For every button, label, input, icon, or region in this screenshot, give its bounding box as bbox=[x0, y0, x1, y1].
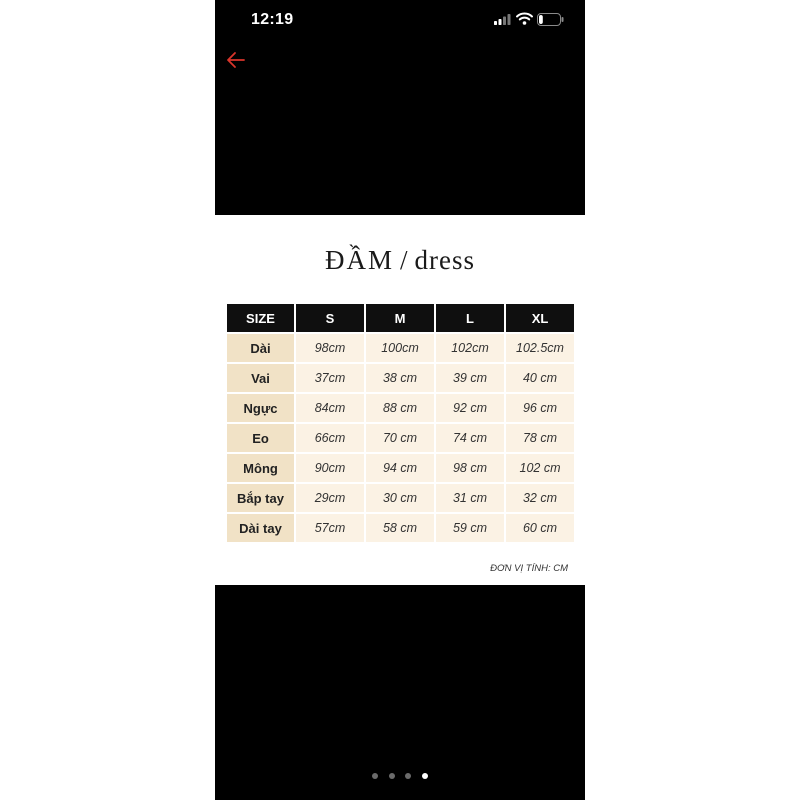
cell-value: 30 cm bbox=[366, 484, 434, 512]
cell-value: 100cm bbox=[366, 334, 434, 362]
header-l: L bbox=[436, 304, 504, 332]
page-dot[interactable] bbox=[422, 773, 428, 779]
header-size: SIZE bbox=[227, 304, 294, 332]
cell-value: 96 cm bbox=[506, 394, 574, 422]
cell-value: 102cm bbox=[436, 334, 504, 362]
back-arrow-icon[interactable] bbox=[223, 46, 251, 74]
cell-value: 40 cm bbox=[506, 364, 574, 392]
cell-value: 39 cm bbox=[436, 364, 504, 392]
cell-value: 37cm bbox=[296, 364, 364, 392]
phone-screen bbox=[215, 0, 585, 800]
size-chart-image bbox=[215, 215, 585, 585]
row-label: Bắp tay bbox=[227, 484, 294, 512]
cell-value: 70 cm bbox=[366, 424, 434, 452]
cell-value: 78 cm bbox=[506, 424, 574, 452]
status-bar bbox=[215, 0, 585, 40]
cell-value: 59 cm bbox=[436, 514, 504, 542]
cell-value: 94 cm bbox=[366, 454, 434, 482]
table-row bbox=[227, 364, 574, 392]
title-sub: dress bbox=[414, 245, 476, 275]
cell-value: 31 cm bbox=[436, 484, 504, 512]
page-dot[interactable] bbox=[405, 773, 411, 779]
title-main: ĐẦM bbox=[324, 245, 394, 275]
status-time: 12:19 bbox=[251, 11, 294, 28]
cell-value: 58 cm bbox=[366, 514, 434, 542]
cell-value: 102 cm bbox=[506, 454, 574, 482]
table-row bbox=[227, 334, 574, 362]
table-row bbox=[227, 424, 574, 452]
table-header-row bbox=[227, 304, 574, 332]
cell-value: 29cm bbox=[296, 484, 364, 512]
size-chart-title bbox=[215, 245, 585, 276]
cell-value: 98cm bbox=[296, 334, 364, 362]
cell-value: 74 cm bbox=[436, 424, 504, 452]
cell-value: 57cm bbox=[296, 514, 364, 542]
row-label: Eo bbox=[227, 424, 294, 452]
table-row bbox=[227, 394, 574, 422]
header-s: S bbox=[296, 304, 364, 332]
cell-value: 90cm bbox=[296, 454, 364, 482]
unit-note: ĐƠN VỊ TÍNH: CM bbox=[490, 563, 568, 574]
page-dot[interactable] bbox=[389, 773, 395, 779]
cell-value: 38 cm bbox=[366, 364, 434, 392]
cell-value: 98 cm bbox=[436, 454, 504, 482]
table-row bbox=[227, 484, 574, 512]
table-row bbox=[227, 454, 574, 482]
title-separator: / bbox=[400, 245, 409, 275]
row-label: Mông bbox=[227, 454, 294, 482]
row-label: Dài bbox=[227, 334, 294, 362]
cell-value: 102.5cm bbox=[506, 334, 574, 362]
row-label: Ngực bbox=[227, 394, 294, 422]
cell-value: 92 cm bbox=[436, 394, 504, 422]
row-label: Vai bbox=[227, 364, 294, 392]
battery-icon bbox=[537, 13, 564, 26]
cell-value: 66cm bbox=[296, 424, 364, 452]
page-dot[interactable] bbox=[372, 773, 378, 779]
table-row bbox=[227, 514, 574, 542]
cell-value: 84cm bbox=[296, 394, 364, 422]
wifi-icon bbox=[516, 12, 533, 25]
header-xl: XL bbox=[506, 304, 574, 332]
page-indicator[interactable] bbox=[215, 766, 585, 784]
header-m: M bbox=[366, 304, 434, 332]
cell-value: 60 cm bbox=[506, 514, 574, 542]
cell-value: 32 cm bbox=[506, 484, 574, 512]
cellular-signal-icon bbox=[494, 14, 511, 25]
size-table bbox=[225, 302, 576, 544]
cell-value: 88 cm bbox=[366, 394, 434, 422]
row-label: Dài tay bbox=[227, 514, 294, 542]
